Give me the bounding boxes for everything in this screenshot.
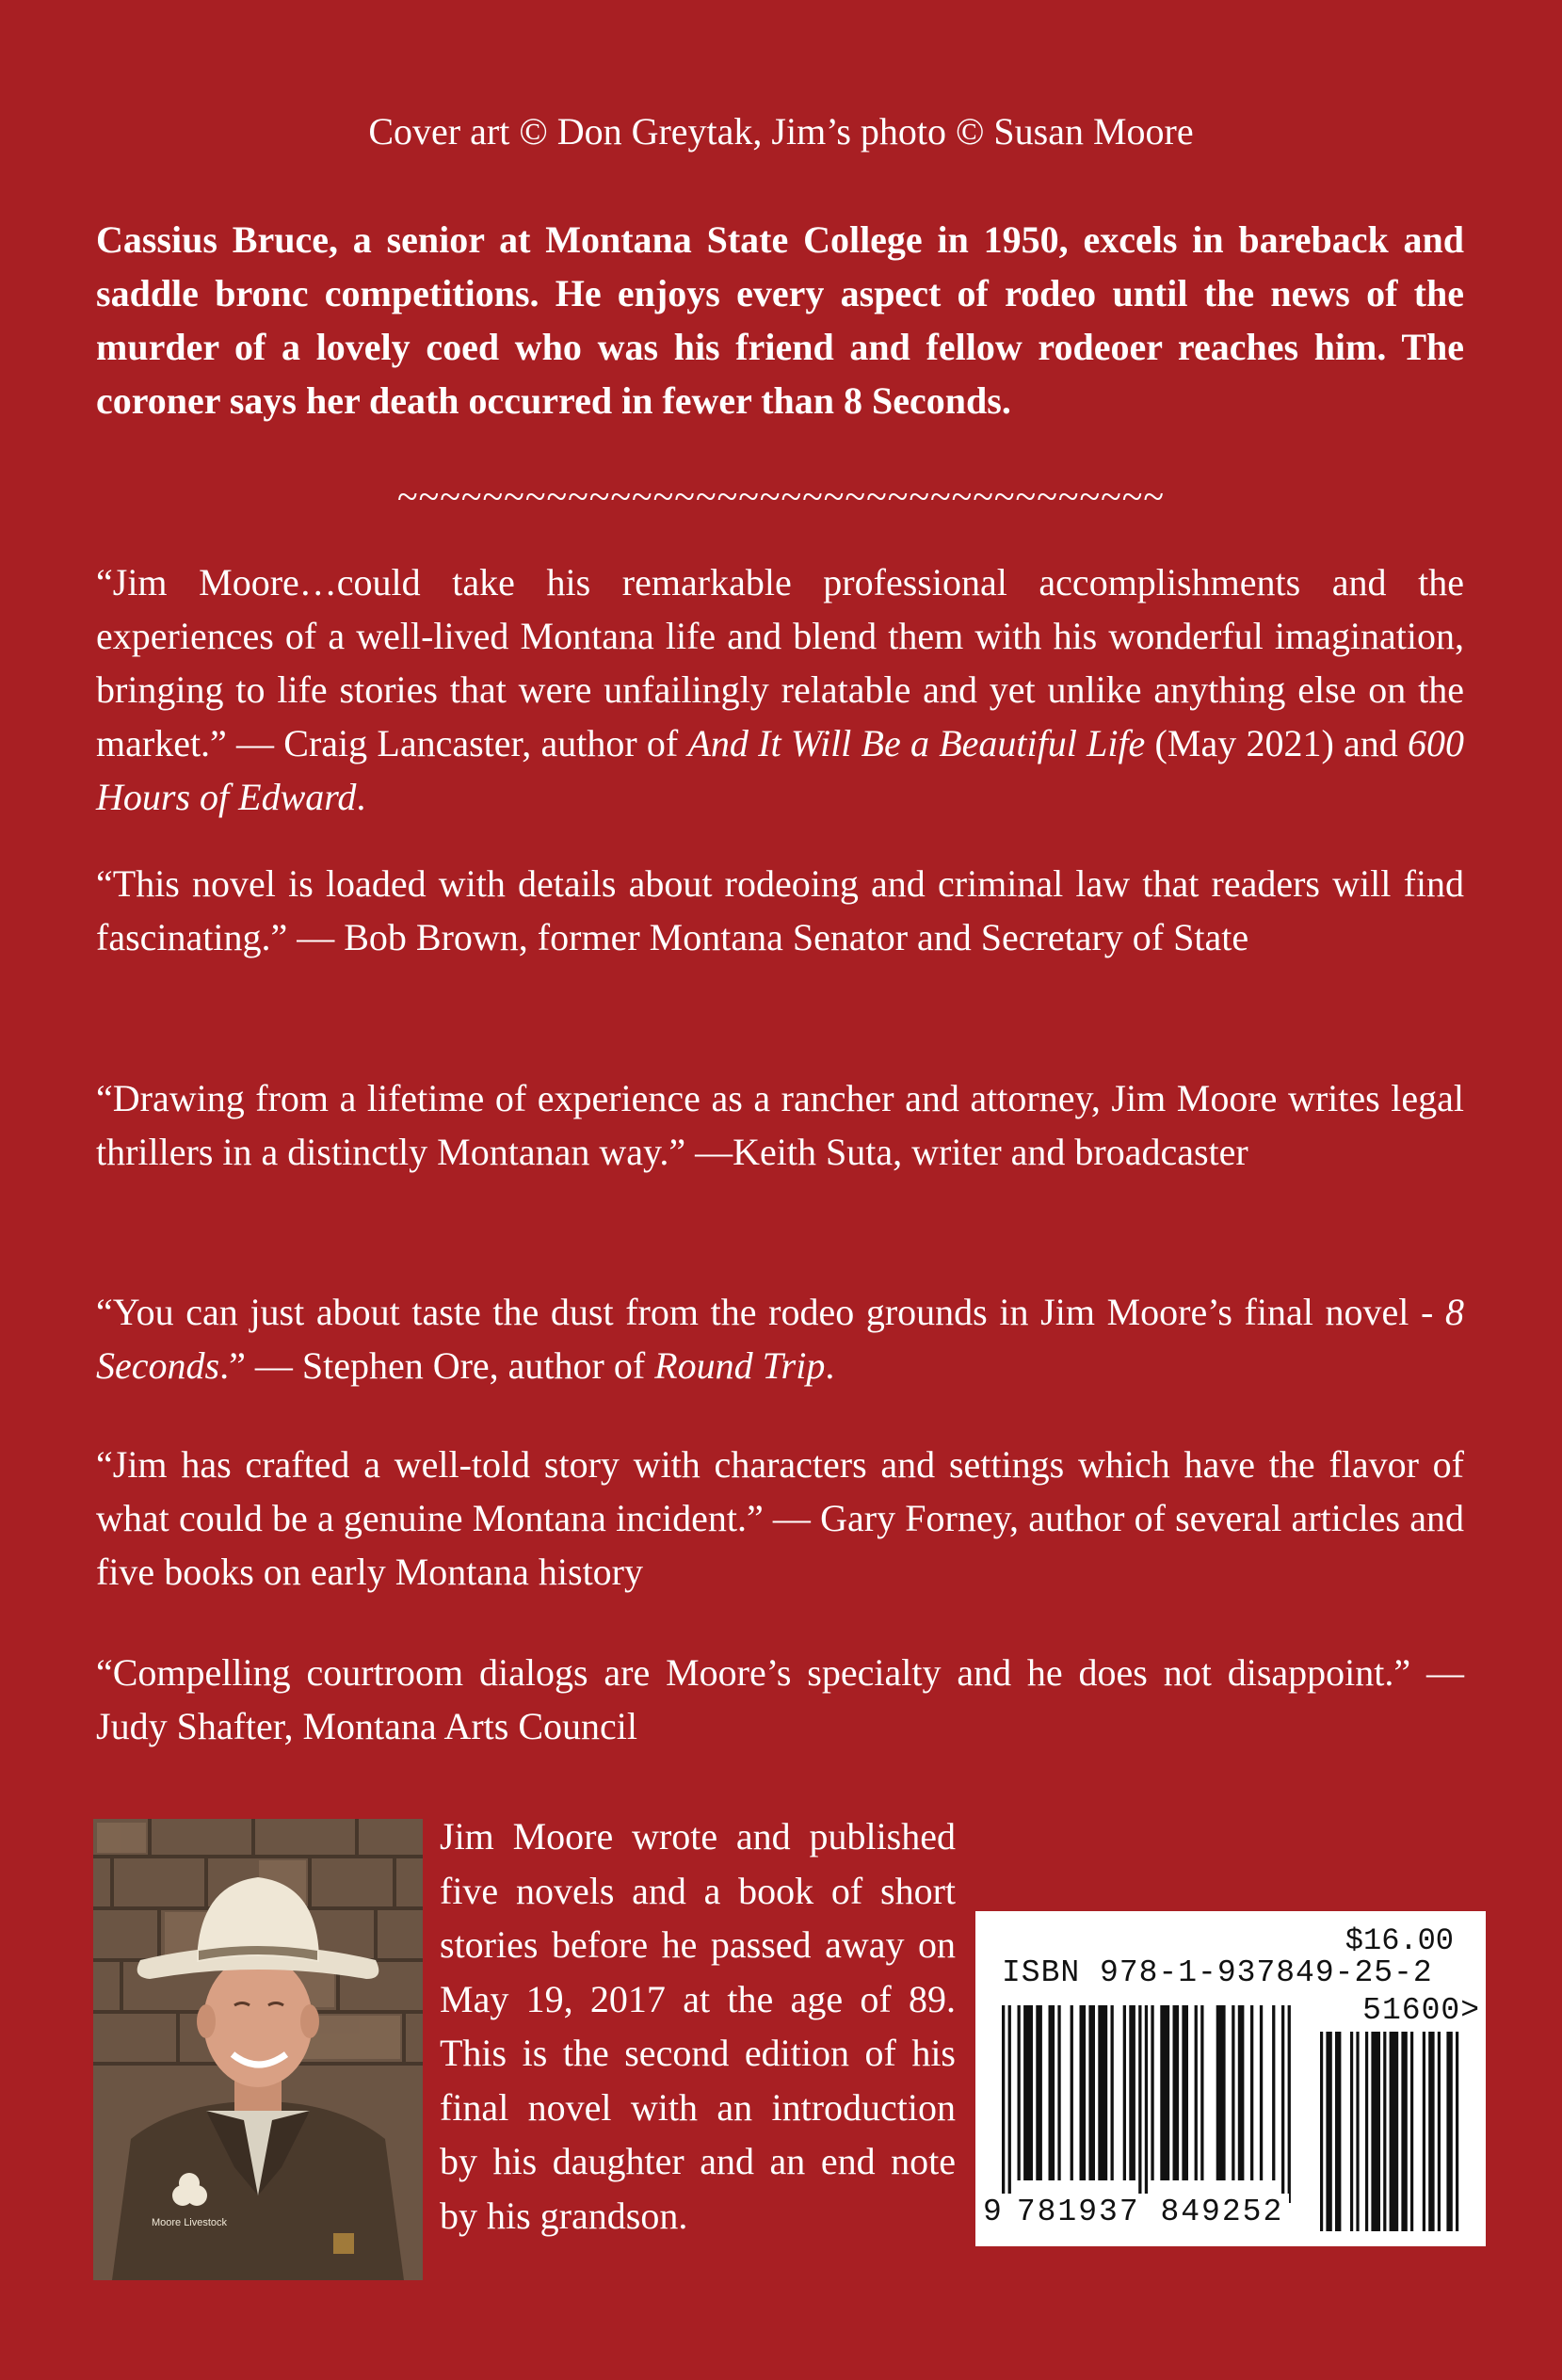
barcode-bar [1335,2032,1341,2231]
price-label: $16.00 [1345,1923,1454,1958]
barcode-bar [1023,2005,1033,2180]
quote-paragraph: “Jim has crafted a well-told story with characters and settings which have the flavor of what could be a genuine Montana incident.” — Gary Forney, author of several articles and five books on early Montana history [96,1443,1464,1593]
barcode-bar [1088,2005,1095,2180]
quote-paragraph [96,1285,1464,1392]
review-quote-craig-lancaster [96,555,1464,824]
isbn-barcode [975,1911,1486,2246]
barcode-bar [1138,2005,1141,2203]
barcode-bar [1456,2032,1458,2231]
barcode-bar [1438,2032,1441,2231]
jacket-logo-text: Moore Livestock [151,2217,228,2228]
barcode-bar [1281,2005,1284,2203]
photo-credit: Cover art © Don Greytak, Jim’s photo © Susan Moore [368,110,1194,153]
barcode-bar [1200,2005,1203,2180]
review-quote-bob-brown [96,857,1464,964]
barcode-bar [1446,2032,1452,2231]
barcode-bar [1288,2005,1291,2203]
barcode-bar [1160,2005,1169,2180]
quote-paragraph: “Compelling courtroom dialogs are Moore’s specialty and he does not disappoint.” — Judy Shafter, Montana Arts Council [96,1651,1464,1747]
isbn-digit-group-1: 781937 [1016,2195,1140,2229]
barcode-bar [1123,2005,1126,2180]
book-title: 600 Hours of Edward [96,722,1464,818]
barcode-bar [1232,2005,1234,2180]
review-quote-judy-shafter [96,1646,1464,1753]
isbn-digits [983,2194,1289,2231]
quote-paragraph: “Drawing from a lifetime of experience as a rancher and attorney, Jim Moore writes legal thrillers in a distinctly Montanan way.” —Keith Suta, writer and broadcaster [96,1077,1464,1173]
author-bio: Jim Moore wrote and published five novels and a book of short stories before he passed away on May 19, 2017 at the age of 89. This is the second edition of his final novel with an introduction by his daughter and an end note by his grandson. [440,1815,956,2237]
barcode-bar [1071,2005,1073,2180]
quote-text: . [356,776,366,818]
barcode-bar [1410,2032,1413,2231]
barcode-bar [1365,2032,1368,2231]
isbn-label: ISBN 978-1-937849-25-2 [1002,1955,1433,1990]
barcode-bar [1326,2032,1331,2231]
barcode-bar [1151,2005,1153,2180]
barcode-bar [1383,2032,1386,2231]
review-quote-gary-forney [96,1438,1464,1599]
barcode-bar [1390,2032,1399,2231]
review-quote-keith-suta [96,1071,1464,1179]
barcode-bar [1098,2005,1107,2180]
barcode-bar [1356,2032,1359,2231]
barcode-bar [1080,2005,1087,2180]
quote-text: (May 2021) and [1145,722,1408,764]
synopsis-text: Cassius Bruce, a senior at Montana State College in 1950, excels in bareback and saddle bronc competitions. He enjoys every aspect of rodeo until the news of the murder of a lovely coed who was his friend and fellow rodeoer reaches him. The coroner says her death occurred in fewer than 8 Seconds. [96,218,1464,422]
barcode-bar [1272,2005,1275,2180]
ean13-bars [1002,2005,1301,2203]
barcode-bar [1036,2005,1042,2180]
barcode-bar [1371,2032,1380,2231]
barcode-bar [1350,2032,1353,2231]
barcode-bar [1173,2005,1180,2180]
barcode-bar [1216,2005,1226,2180]
barcode-bar [1129,2005,1135,2180]
isbn-digit-group-2: 849252 [1160,2195,1284,2229]
barcode-bar [1008,2005,1011,2203]
barcode-bar [1320,2032,1323,2231]
price-addon-digits: 51600> [1362,1993,1480,2028]
barcode-bar [1002,2005,1005,2203]
quote-text: .” — Stephen Ore, author of [219,1344,655,1387]
review-quote-stephen-ore [96,1285,1464,1392]
barcode-bar [1057,2005,1060,2180]
barcode-bar [1401,2032,1407,2231]
quote-text: “You can just about taste the dust from the rodeo grounds in Jim Moore’s final novel - [96,1291,1445,1333]
barcode-bar [1250,2005,1253,2180]
book-title: Round Trip [654,1344,826,1387]
ean5-bars [1320,2032,1469,2231]
barcode-bar [1195,2005,1198,2180]
barcode-bar [1145,2005,1148,2203]
book-synopsis [96,213,1464,427]
barcode-bar [1182,2005,1188,2180]
barcode-bar [1049,2005,1055,2180]
author-portrait-image [93,1819,423,2280]
tilde-divider: ~~~~~~~~~~~~~~~~~~~~~~~~~~~~~~~~~~~~ [396,475,1166,518]
barcode-bar [1423,2032,1425,2231]
barcode-bar [1260,2005,1263,2180]
barcode-bar [1111,2005,1114,2180]
barcode-bar [1018,2005,1021,2180]
author-photo [93,1819,423,2280]
barcode-bar [1238,2005,1245,2180]
quote-text: . [825,1344,835,1387]
isbn-lead-digit: 9 [983,2195,1004,2229]
quote-text: “Jim Moore…could take his remarkable professional accomplishments and the experiences of a well-lived Montana life and blend them with his wonderful imagination, bringing to life stories that were unfailingly relatable and yet unlike anything else on the market.” — Craig Lancaster, author of [96,561,1464,764]
book-title: 8 Seconds [96,1291,1464,1387]
book-title: And It Will Be a Beautiful Life [687,722,1146,764]
barcode-bar [1428,2032,1434,2231]
quote-paragraph [96,555,1464,824]
quote-paragraph: “This novel is loaded with details about rodeoing and criminal law that readers will find fascinating.” — Bob Brown, former Montana Senator and Secretary of State [96,862,1464,958]
